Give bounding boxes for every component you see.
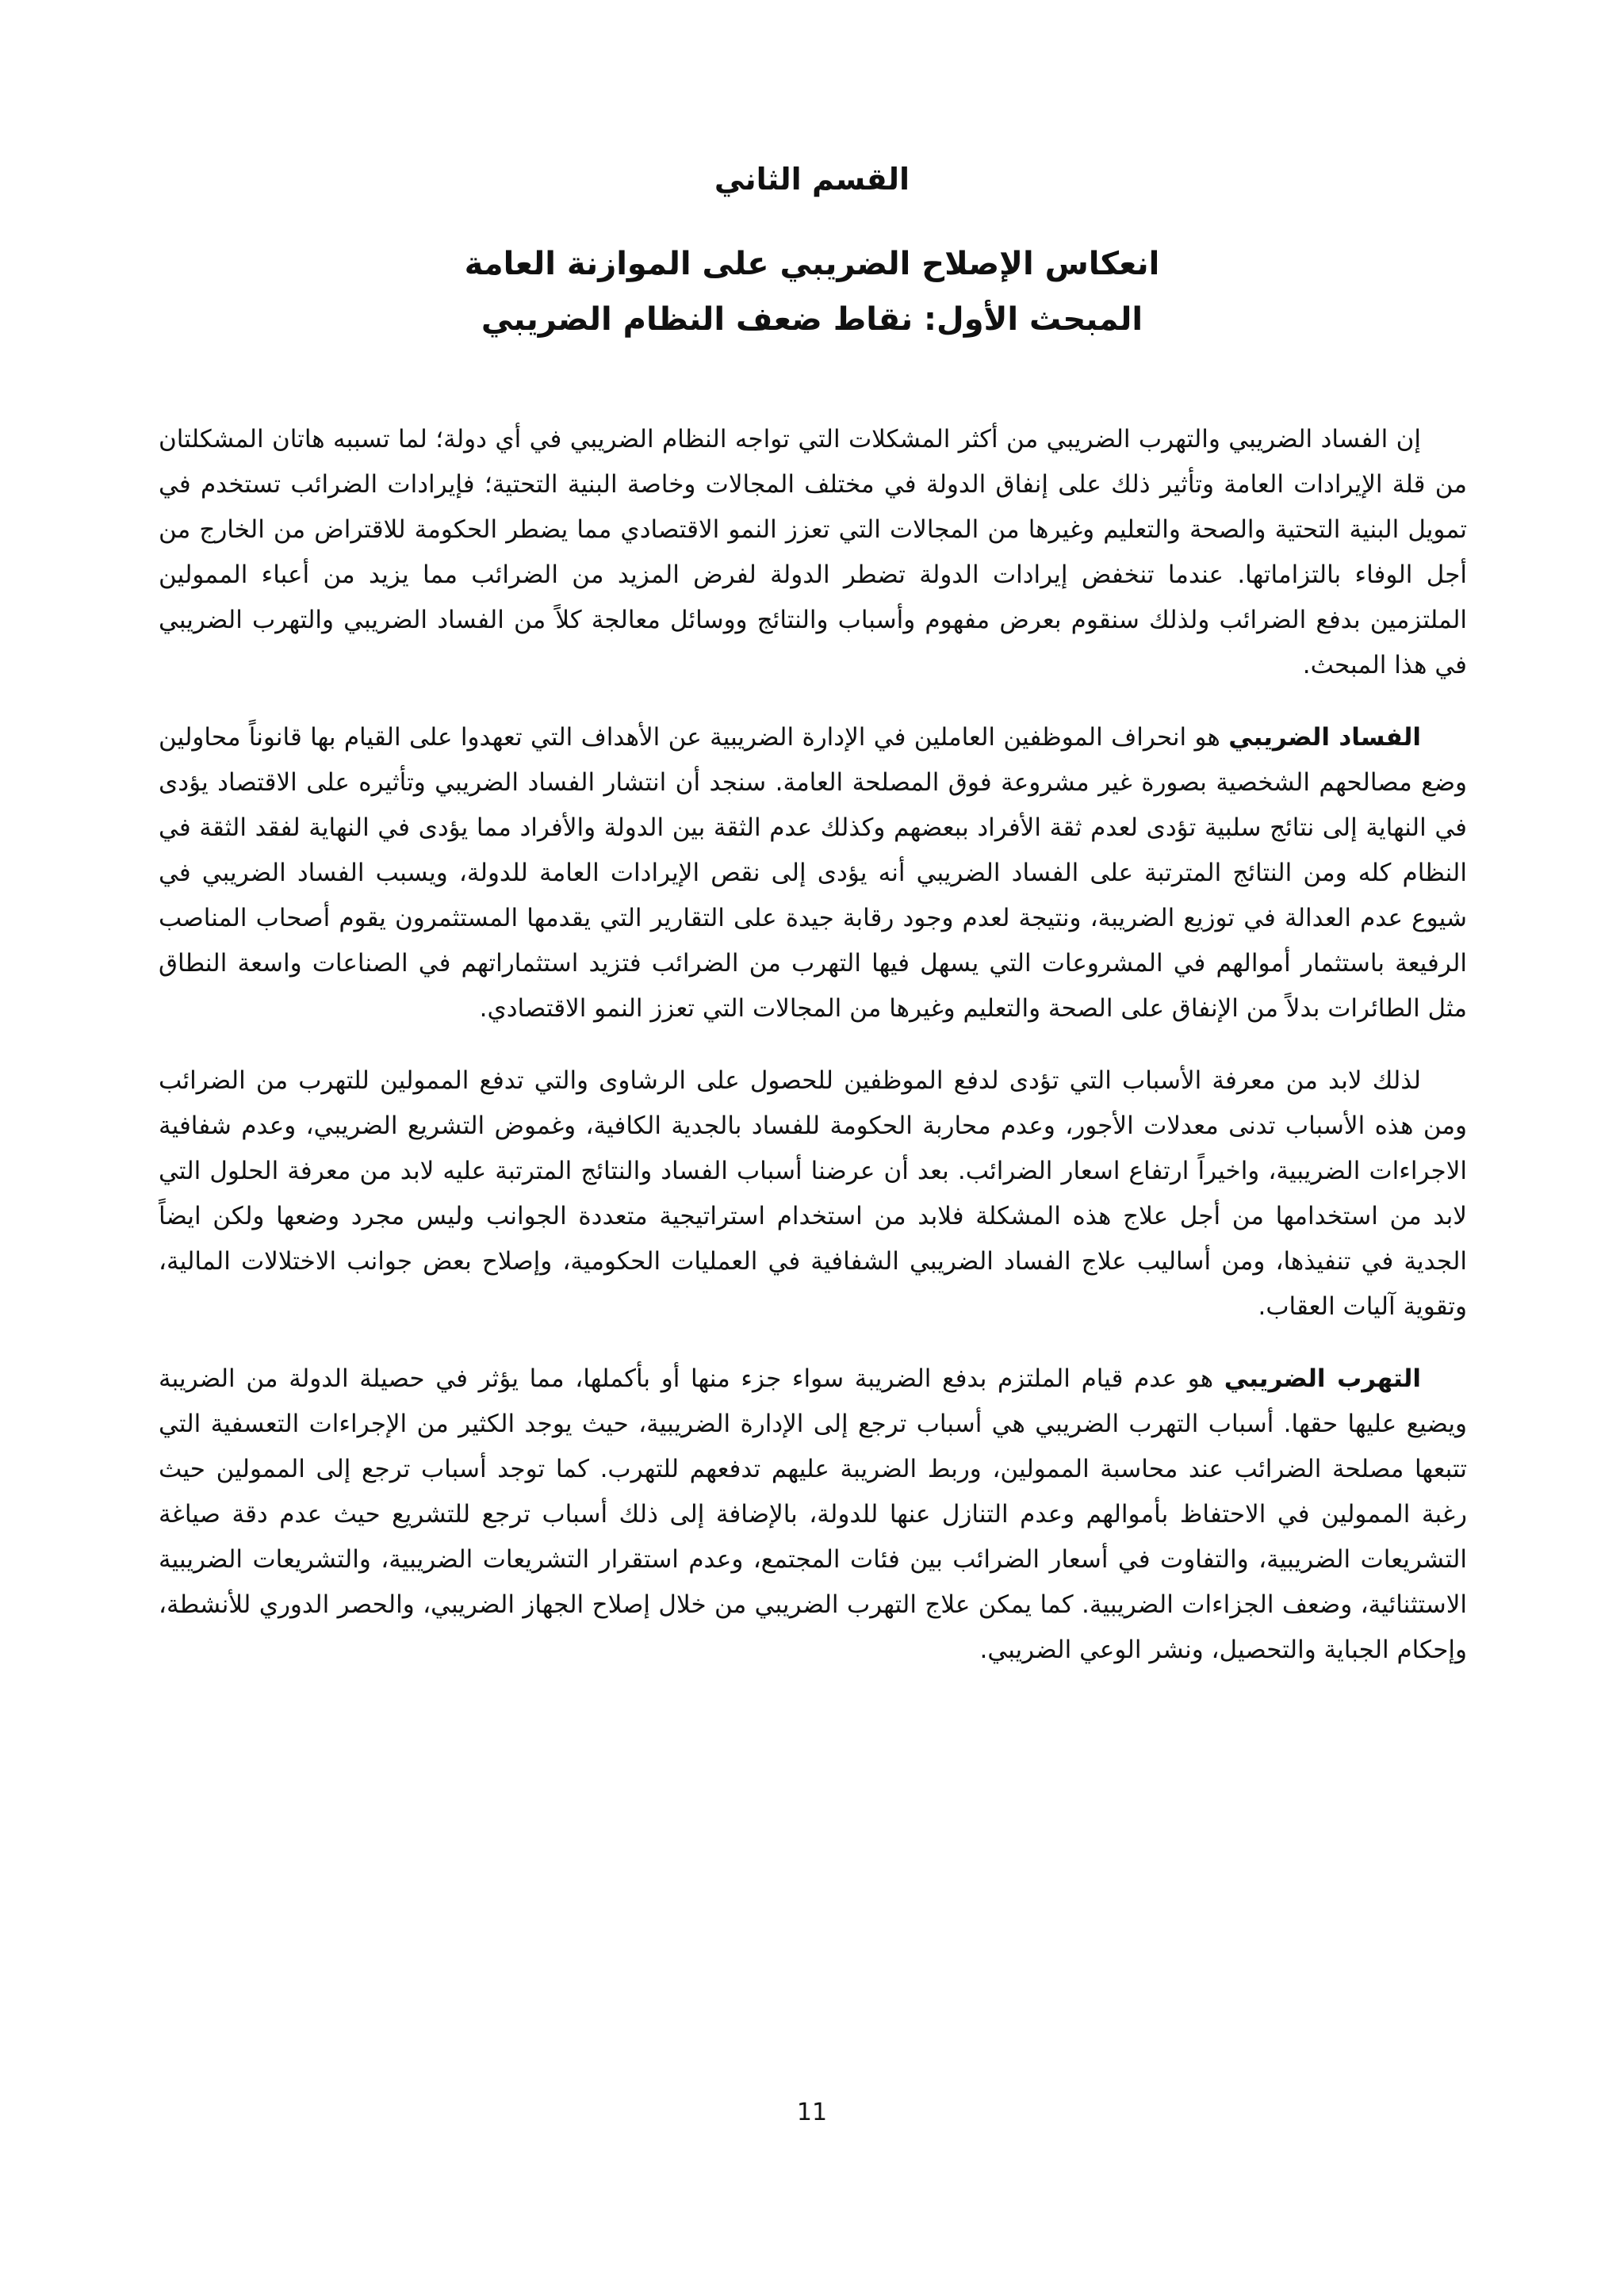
chapter-title: انعكاس الإصلاح الضريبي على الموازنة العامة: [464, 246, 1160, 282]
body-text: [159, 417, 1467, 1700]
term-tax-corruption: الفساد الضريبي: [1228, 723, 1421, 752]
paragraph-tax-evasion-text: هو عدم قيام الملتزم بدفع الضريبة سواء جزء منها أو بأكملها، مما يؤثر في حصيلة الدولة من الضريبة ويضيع عليها حقها. أسباب التهرب الضريبي هي أسباب ترجع إلى الإدارة الضريبية، حيث يوجد الكثير من الإجراءات التعسفية التي تتبعها مصلحة الضرائب عند محاسبة الممولين، وربط الضريبة عليهم تدفعهم للتهرب. كما توجد أسباب ترجع إلى الممولين حيث رغبة الممولين في الاحتفاظ بأموالهم وعدم التنازل عنها للدولة، بالإضافة إلى ذلك أسباب ترجع للتشريع حيث عدم دقة صياغة التشريعات الضريبية، والتفاوت في أسعار الضرائب بين فئات المجتمع، وعدم استقرار التشريعات الضريبية، والتشريعات الضريبية الاستثنائية، وضعف الجزاءات الضريبية. كما يمكن علاج التهرب الضريبي من خلال إصلاح الجهاز الضريبي، والحصر الدوري للأنشطة، وإحكام الجباية والتحصيل، ونشر الوعي الضريبي.: [159, 1364, 1467, 1664]
term-tax-evasion: التهرب الضريبي: [1224, 1364, 1421, 1393]
paragraph-intro: [159, 417, 1467, 688]
section-title: القسم الثاني: [714, 162, 910, 197]
paragraph-corruption-causes: [159, 1058, 1467, 1330]
paragraph-corruption-causes-text: لذلك لابد من معرفة الأسباب التي تؤدى لدفع الموظفين للحصول على الرشاوى والتي تدفع الممولين للتهرب من الضرائب ومن هذه الأسباب تدنى معدلات الأجور، وعدم محاربة الحكومة للفساد بالجدية الكافية، وغموض التشريع الضريبي، وعدم شفافية الاجراءات الضريبية، واخيراً ارتفاع اسعار الضرائب. بعد أن عرضنا أسباب الفساد والنتائج المترتبة عليه لابد من معرفة الحلول التي لابد من استخدامها من أجل علاج هذه المشكلة فلابد من استخدام استراتيجية متعددة الجوانب وليس مجرد وضعها ولكن ايضاً الجدية في تنفيذها، ومن أساليب علاج الفساد الضريبي الشفافية في العمليات الحكومية، وإصلاح بعض جوانب الاختلالات المالية، وتقوية آليات العقاب.: [159, 1066, 1467, 1321]
paragraph-tax-corruption-text: هو انحراف الموظفين العاملين في الإدارة الضريبية عن الأهداف التي تعهدوا على القيام بها قانوناً محاولين وضع مصالحهم الشخصية بصورة غير مشروعة فوق المصلحة العامة. سنجد أن انتشار الفساد الضريبي وتأثيره على الاقتصاد يؤدى في النهاية إلى نتائج سلبية تؤدى لعدم ثقة الأفراد ببعضهم وكذلك عدم الثقة بين الدولة والأفراد مما يؤدى في النهاية لفقد الثقة في النظام كله ومن النتائج المترتبة على الفساد الضريبي أنه يؤدى إلى نقص الإيرادات العامة للدولة، ويسبب الفساد الضريبي في شيوع عدم العدالة في توزيع الضريبة، ونتيجة لعدم وجود رقابة جيدة على التقارير التي يقدمها المستثمرون يقوم أصحاب المناصب الرفيعة باستثمار أموالهم في المشروعات التي يسهل فيها التهرب من الضرائب فتزيد استثماراتهم في الصناعات واسعة النطاق مثل الطائرات بدلاً من الإنفاق على الصحة والتعليم وغيرها من المجالات التي تعزز النمو الاقتصادي.: [159, 723, 1467, 1023]
page-number: 11: [796, 2099, 828, 2126]
subsection-title: المبحث الأول: نقاط ضعف النظام الضريبي: [481, 301, 1143, 338]
paragraph-intro-text: إن الفساد الضريبي والتهرب الضريبي من أكثر المشكلات التي تواجه النظام الضريبي في أي دولة؛ لما تسببه هاتان المشكلتان من قلة الإيرادات العامة وتأثير ذلك على إنفاق الدولة في مختلف المجالات وخاصة البنية التحتية؛ فإيرادات الضرائب تستخدم في تمويل البنية التحتية والصحة والتعليم وغيرها من المجالات التي تعزز النمو الاقتصادي مما يضطر الحكومة للاقتراض من الخارج من أجل الوفاء بالتزاماتها. عندما تنخفض إيرادات الدولة تضطر الدولة لفرض المزيد من الضرائب مما يزيد من أعباء الممولين الملتزمين بدفع الضرائب ولذلك سنقوم بعرض مفهوم وأسباب والنتائج ووسائل معالجة كلاً من الفساد الضريبي والتهرب الضريبي في هذا المبحث.: [159, 425, 1467, 679]
paragraph-tax-evasion: [159, 1357, 1467, 1673]
paragraph-tax-corruption: [159, 715, 1467, 1031]
